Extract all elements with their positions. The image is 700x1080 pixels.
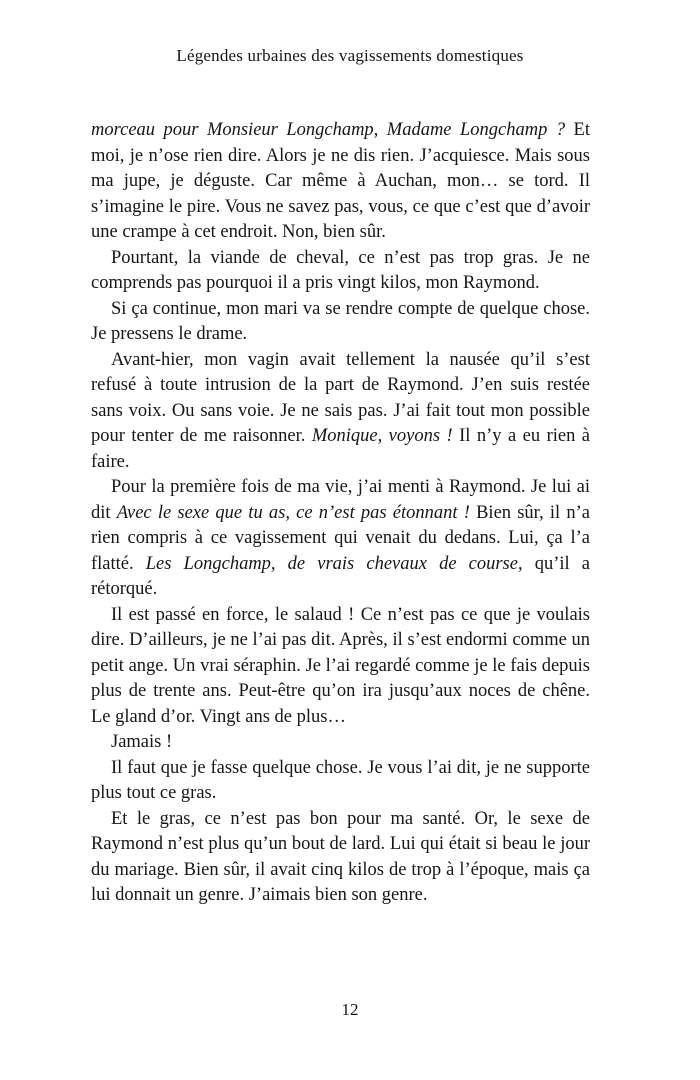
italic-run: Monique, voyons ! [311, 426, 453, 446]
italic-run: Les Longchamp, de vrais chevaux de course [145, 553, 518, 574]
paragraph [91, 118, 590, 246]
text-run: Et moi, je n’ose rien dire. Alors je ne dis rien. J’acquiesce. Mais sous ma jupe, je déguste. Car même à Auchan, mon… se tord. Il s’imagine le pire. Vous ne savez pas, vous, ce que c’est que d’avoir une crampe à cet endroit. Non, bien sûr. [91, 120, 590, 242]
italic-run: Avec le sexe que tu as, ce n’est pas étonnant ! [116, 502, 470, 523]
text-run: Il est passé en force, le salaud ! Ce n’est pas ce que je voulais dire. D’ailleurs, je ne l’ai pas dit. Après, il s’est endormi comme un petit ange. Un vrai séraphin. Je l’ai regardé comme je le fais depuis plus de trente ans. Peut-être qu’on ira jusqu’aux noces de chêne. Le gland d’or. Vingt ans de plus… [91, 604, 590, 727]
paragraph [91, 756, 590, 807]
text-run: , qu’il a rétorqué. [91, 553, 590, 599]
paragraph [91, 297, 590, 348]
paragraph [91, 807, 590, 909]
text-block [91, 118, 590, 909]
italic-run: morceau pour Monsieur Longchamp, Madame Longchamp ? [91, 120, 574, 140]
paragraph [91, 603, 590, 731]
text-run: Jamais ! [111, 732, 173, 752]
text-run: Pourtant, la viande de cheval, ce n’est pas trop gras. Je ne comprends pas pourquoi il a pris vingt kilos, mon Raymond. [91, 247, 590, 293]
paragraph [91, 475, 590, 603]
paragraph [91, 730, 590, 756]
paragraph [91, 348, 590, 476]
text-run: Et le gras, ce n’est pas bon pour ma santé. Or, le sexe de Raymond n’est plus qu’un bout de lard. Lui qui était si beau le jour du mariage. Bien sûr, il avait cinq kilos de trop à l’époque, mais ça lui donnait un genre. J’aimais bien son genre. [91, 808, 590, 905]
text-run: Pour la première fois de ma vie, j’ai menti à Raymond. Je lui ai dit [91, 477, 590, 523]
text-run: Il faut que je fasse quelque chose. Je vous l’ai dit, je ne supporte plus tout ce gras. [91, 757, 590, 803]
text-run: Avant-hier, mon vagin avait tellement la nausée qu’il s’est refusé à toute intrusion de la part de Raymond. J’en suis restée sans voix. Ou sans voie. Je ne sais pas. J’ai fait tout mon possible pour tenter de me raisonner. [91, 349, 590, 446]
page-number: 12 [341, 1000, 359, 1019]
text-run: Bien sûr, il n’a rien compris à ce vagissement qui venait du dedans. Lui, ça l’a flatté. [91, 502, 591, 574]
paragraph [91, 246, 590, 297]
text-run: Si ça continue, mon mari va se rendre compte de quelque chose. Je pressens le drame. [91, 298, 590, 344]
text-run: Il n’y a eu rien à faire. [91, 426, 591, 472]
running-header: Légendes urbaines des vagissements domestiques [176, 46, 524, 65]
